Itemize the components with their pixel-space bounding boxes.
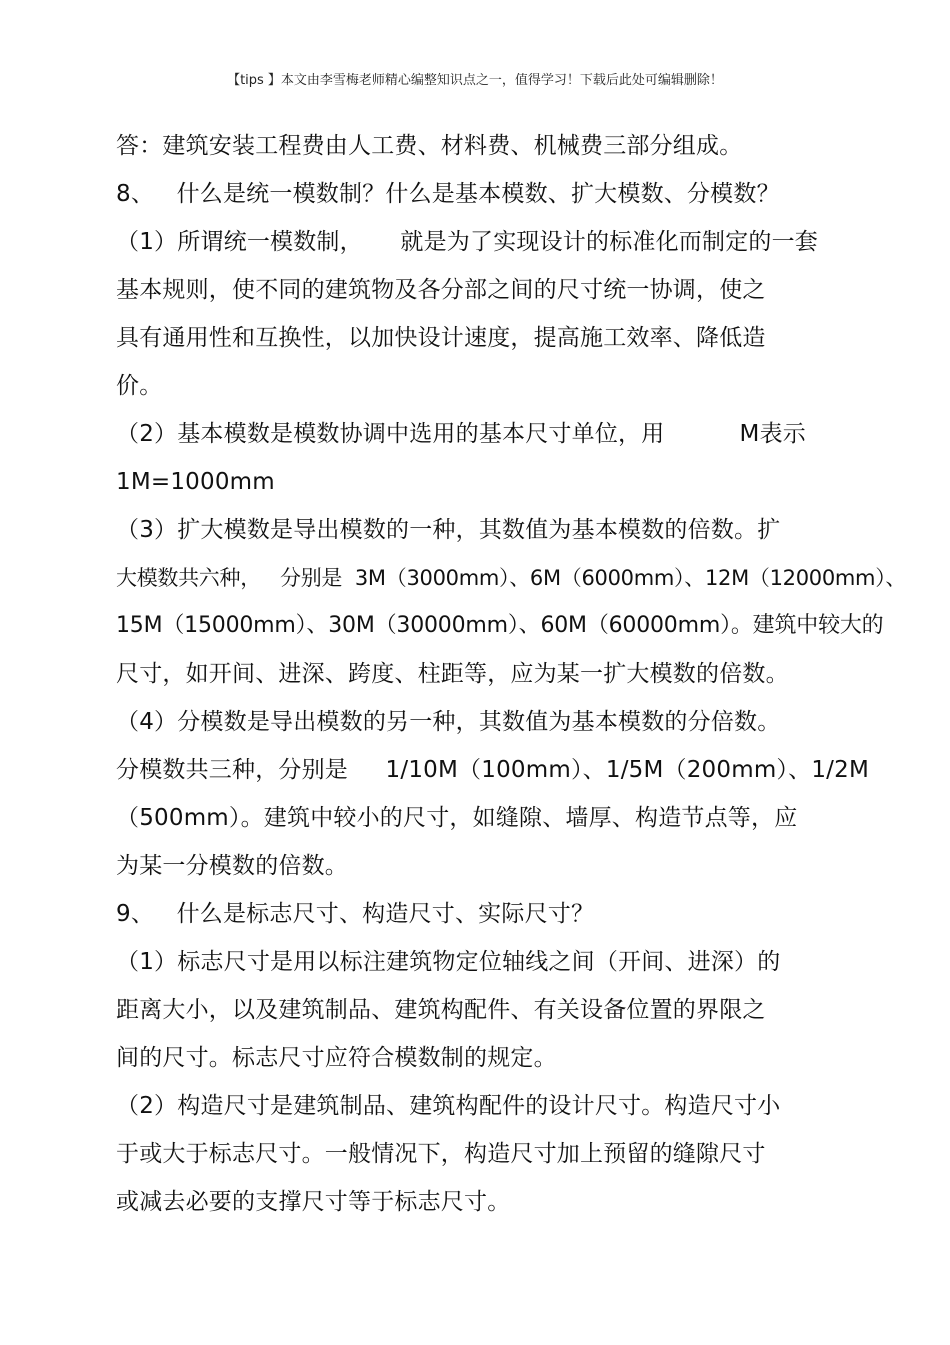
body-text-line: （3）扩大模数是导出模数的一种，其数值为基本模数的倍数。扩: [116, 517, 781, 543]
body-text-line: 距离大小，以及建筑制品、建筑构配件、有关设备位置的界限之: [116, 997, 766, 1023]
body-text-line: 具有通用性和互换性，以加快设计速度，提高施工效率、降低造: [116, 325, 766, 351]
body-text-line: 分模数共三种，分别是 1/10M（100mm）、1/5M（200mm）、1/2M: [116, 757, 869, 783]
body-text-line: （2）基本模数是模数协调中选用的基本尺寸单位，用 M表示: [116, 421, 806, 447]
question-8-heading: 8、 什么是统一模数制？什么是基本模数、扩大模数、分模数？: [116, 181, 780, 207]
question-9-heading: 9、 什么是标志尺寸、构造尺寸、实际尺寸？: [116, 901, 595, 927]
body-text-line: 15M（15000mm）、30M（30000mm）、60M（60000mm）。建筑中较大的: [116, 613, 884, 638]
body-text-line: 价。: [116, 373, 163, 399]
body-text-line: 于或大于标志尺寸。一般情况下，构造尺寸加上预留的缝隙尺寸: [116, 1141, 766, 1167]
body-text-line: 1M=1000mm: [116, 469, 275, 495]
header-tip-note: 【tips 】本文由李雪梅老师精心编整知识点之一，值得学习！下载后此处可编辑删除！: [227, 73, 723, 88]
body-text-line: 或减去必要的支撑尺寸等于标志尺寸。: [116, 1189, 511, 1215]
body-text-line: 尺寸，如开间、进深、跨度、柱距等，应为某一扩大模数的倍数。: [116, 661, 789, 687]
answer-line: 答：建筑安装工程费由人工费、材料费、机械费三部分组成。: [116, 133, 743, 159]
body-text-line: 基本规则，使不同的建筑物及各分部之间的尺寸统一协调，使之: [116, 277, 766, 303]
body-text-line: （500mm）。建筑中较小的尺寸，如缝隙、墙厚、构造节点等，应: [116, 805, 798, 831]
body-text-line: （4）分模数是导出模数的另一种，其数值为基本模数的分倍数。: [116, 709, 781, 735]
body-text-line: （2）构造尺寸是建筑制品、建筑构配件的设计尺寸。构造尺寸小: [116, 1093, 781, 1119]
body-text-line: 为某一分模数的倍数。: [116, 853, 348, 879]
body-text-line: 间的尺寸。标志尺寸应符合模数制的规定。: [116, 1045, 557, 1071]
body-text-line: （1）所谓统一模数制， 就是为了实现设计的标准化而制定的一套: [116, 229, 818, 255]
body-text-line: （1）标志尺寸是用以标注建筑物定位轴线之间（开间、进深）的: [116, 949, 781, 975]
body-text-line: 大模数共六种， 分别是 3M（3000mm）、6M（6000mm）、12M（12000mm）、: [116, 566, 907, 590]
